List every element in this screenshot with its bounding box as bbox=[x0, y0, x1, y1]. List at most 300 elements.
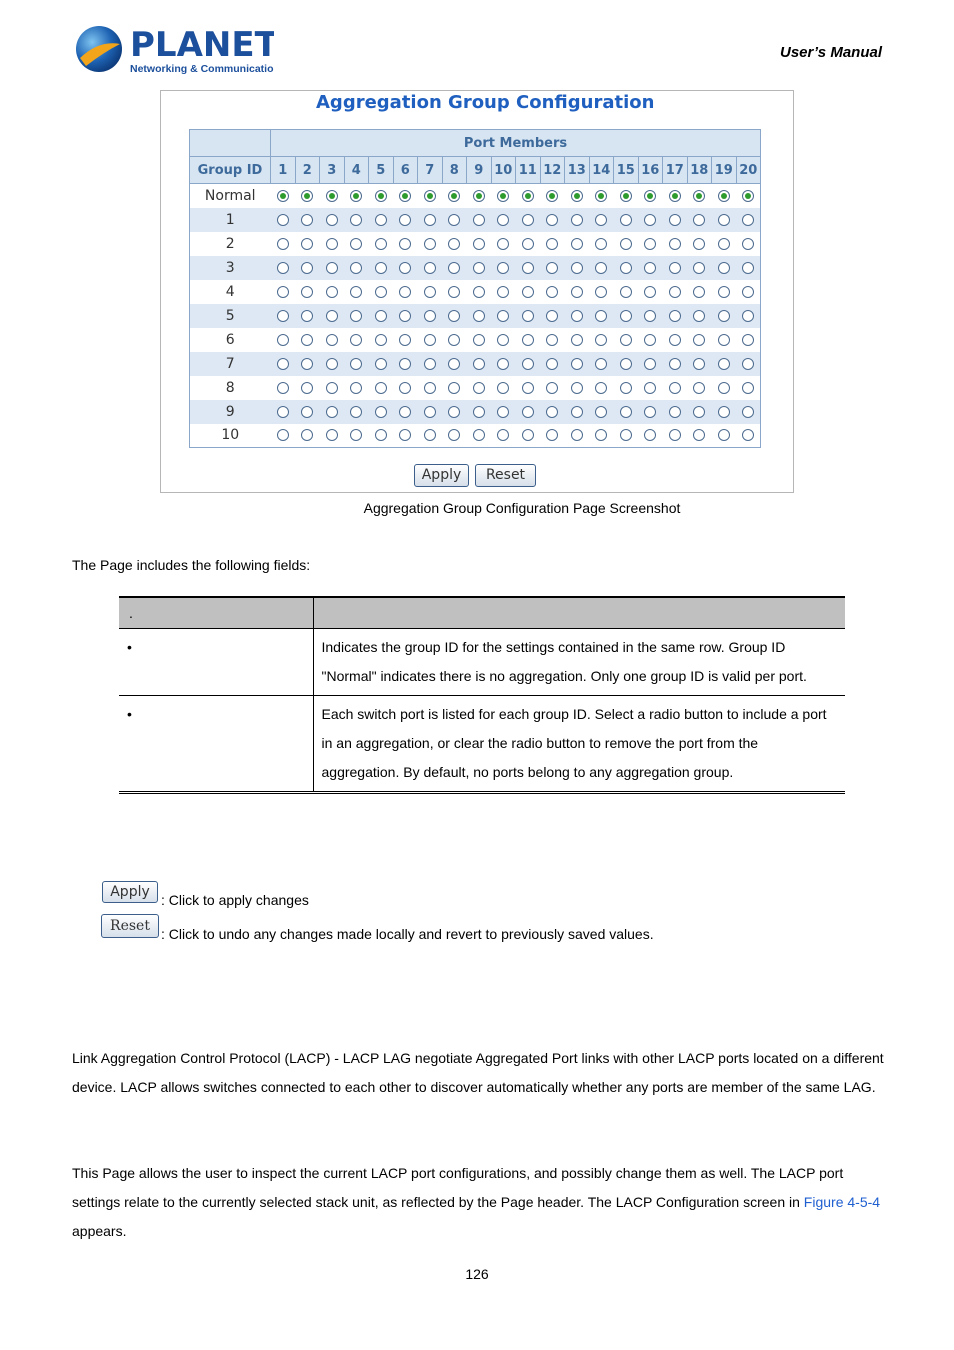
port-cell bbox=[736, 328, 761, 352]
port-radio[interactable] bbox=[693, 310, 705, 322]
port-radio[interactable] bbox=[742, 262, 754, 274]
apply-button-sample[interactable]: Apply bbox=[102, 881, 158, 903]
port-radio[interactable] bbox=[718, 382, 730, 394]
port-radio[interactable] bbox=[669, 286, 681, 298]
port-radio[interactable] bbox=[326, 214, 338, 226]
port-radio[interactable] bbox=[571, 334, 583, 346]
port-radio[interactable] bbox=[350, 214, 362, 226]
port-radio[interactable] bbox=[473, 286, 485, 298]
port-radio[interactable] bbox=[375, 262, 387, 274]
port-radio[interactable] bbox=[326, 358, 338, 370]
port-radio[interactable] bbox=[473, 406, 485, 418]
port-radio[interactable] bbox=[350, 358, 362, 370]
port-radio[interactable] bbox=[693, 358, 705, 370]
port-radio[interactable] bbox=[326, 310, 338, 322]
port-radio[interactable] bbox=[718, 262, 730, 274]
port-radio[interactable] bbox=[424, 190, 436, 202]
port-radio[interactable] bbox=[522, 310, 534, 322]
figure-caption: Aggregation Group Configuration Page Screenshot bbox=[363, 500, 681, 516]
port-radio[interactable] bbox=[693, 214, 705, 226]
port-radio[interactable] bbox=[718, 310, 730, 322]
port-radio[interactable] bbox=[669, 358, 681, 370]
port-cell bbox=[565, 400, 590, 424]
group-id-cell: 1 bbox=[190, 208, 271, 232]
port-radio[interactable] bbox=[424, 358, 436, 370]
port-radio[interactable] bbox=[742, 214, 754, 226]
port-cell bbox=[271, 376, 296, 400]
port-cell bbox=[589, 184, 614, 208]
port-radio[interactable] bbox=[350, 262, 362, 274]
port-radio[interactable] bbox=[375, 406, 387, 418]
port-cell bbox=[418, 376, 443, 400]
port-radio[interactable] bbox=[448, 238, 460, 250]
port-cell bbox=[540, 304, 565, 328]
port-radio[interactable] bbox=[301, 310, 313, 322]
port-cell bbox=[516, 424, 541, 448]
port-radio[interactable] bbox=[326, 190, 338, 202]
port-radio[interactable] bbox=[448, 382, 460, 394]
port-cell bbox=[295, 280, 320, 304]
aggregation-table bbox=[189, 129, 761, 448]
port-radio[interactable] bbox=[277, 310, 289, 322]
port-radio[interactable] bbox=[473, 310, 485, 322]
port-radio[interactable] bbox=[571, 310, 583, 322]
port-radio[interactable] bbox=[277, 382, 289, 394]
port-radio[interactable] bbox=[644, 334, 656, 346]
port-radio[interactable] bbox=[277, 358, 289, 370]
port-radio[interactable] bbox=[473, 382, 485, 394]
port-radio[interactable] bbox=[375, 358, 387, 370]
port-radio[interactable] bbox=[473, 429, 485, 441]
description-line: Indicates the group ID for the settings contained in the same row. Group ID bbox=[321, 639, 786, 655]
port-cell bbox=[393, 400, 418, 424]
port-radio[interactable] bbox=[669, 262, 681, 274]
port-cell bbox=[614, 352, 639, 376]
port-radio[interactable] bbox=[546, 382, 558, 394]
port-radio[interactable] bbox=[571, 406, 583, 418]
port-cell bbox=[442, 208, 467, 232]
port-radio[interactable] bbox=[301, 382, 313, 394]
port-radio[interactable] bbox=[620, 262, 632, 274]
port-radio[interactable] bbox=[693, 406, 705, 418]
port-radio[interactable] bbox=[399, 190, 411, 202]
logo-tagline: Networking & Communication bbox=[130, 63, 274, 75]
port-radio[interactable] bbox=[473, 238, 485, 250]
port-radio[interactable] bbox=[497, 310, 509, 322]
port-radio[interactable] bbox=[399, 334, 411, 346]
port-radio[interactable] bbox=[718, 334, 730, 346]
port-cell bbox=[320, 376, 345, 400]
port-radio[interactable] bbox=[448, 310, 460, 322]
port-radio[interactable] bbox=[620, 286, 632, 298]
reset-button[interactable]: Reset bbox=[475, 464, 536, 487]
port-radio[interactable] bbox=[644, 286, 656, 298]
port-radio[interactable] bbox=[546, 190, 558, 202]
port-radio[interactable] bbox=[742, 286, 754, 298]
port-radio[interactable] bbox=[546, 214, 558, 226]
port-radio[interactable] bbox=[644, 406, 656, 418]
port-radio[interactable] bbox=[375, 382, 387, 394]
port-cell bbox=[491, 376, 516, 400]
port-radio[interactable] bbox=[522, 406, 534, 418]
port-radio[interactable] bbox=[350, 334, 362, 346]
port-radio[interactable] bbox=[301, 429, 313, 441]
port-radio[interactable] bbox=[326, 406, 338, 418]
port-radio[interactable] bbox=[595, 429, 607, 441]
port-cell bbox=[271, 352, 296, 376]
port-radio[interactable] bbox=[473, 358, 485, 370]
port-radio[interactable] bbox=[424, 334, 436, 346]
port-cell bbox=[295, 400, 320, 424]
port-radio[interactable] bbox=[546, 286, 558, 298]
port-radio[interactable] bbox=[326, 382, 338, 394]
port-cell bbox=[516, 304, 541, 328]
port-radio[interactable] bbox=[742, 334, 754, 346]
port-radio[interactable] bbox=[350, 406, 362, 418]
port-radio[interactable] bbox=[571, 214, 583, 226]
port-radio[interactable] bbox=[277, 429, 289, 441]
port-cell bbox=[712, 304, 737, 328]
port-radio[interactable] bbox=[399, 382, 411, 394]
port-radio[interactable] bbox=[326, 238, 338, 250]
port-radio[interactable] bbox=[399, 406, 411, 418]
port-cell bbox=[589, 232, 614, 256]
port-cell bbox=[369, 400, 394, 424]
port-radio[interactable] bbox=[718, 406, 730, 418]
port-radio[interactable] bbox=[448, 286, 460, 298]
port-radio[interactable] bbox=[546, 406, 558, 418]
port-cell bbox=[614, 400, 639, 424]
port-radio[interactable] bbox=[571, 262, 583, 274]
port-radio[interactable] bbox=[522, 238, 534, 250]
port-cell bbox=[540, 184, 565, 208]
port-cell bbox=[687, 424, 712, 448]
port-radio[interactable] bbox=[693, 334, 705, 346]
port-radio[interactable] bbox=[595, 238, 607, 250]
port-radio[interactable] bbox=[399, 286, 411, 298]
port-cell bbox=[320, 328, 345, 352]
port-cell bbox=[467, 400, 492, 424]
port-radio[interactable] bbox=[301, 406, 313, 418]
port-radio[interactable] bbox=[644, 382, 656, 394]
port-radio[interactable] bbox=[350, 382, 362, 394]
port-radio[interactable] bbox=[595, 190, 607, 202]
port-radio[interactable] bbox=[644, 262, 656, 274]
aggregation-title: Aggregation Group Configuration bbox=[316, 92, 655, 113]
port-radio[interactable] bbox=[669, 382, 681, 394]
port-radio[interactable] bbox=[497, 334, 509, 346]
lacp-config-paragraph bbox=[72, 1159, 887, 1246]
port-radio[interactable] bbox=[669, 214, 681, 226]
port-radio[interactable] bbox=[620, 382, 632, 394]
port-radio[interactable] bbox=[350, 429, 362, 441]
port-radio[interactable] bbox=[301, 262, 313, 274]
port-radio[interactable] bbox=[473, 190, 485, 202]
port-radio[interactable] bbox=[350, 310, 362, 322]
port-radio[interactable] bbox=[669, 310, 681, 322]
description-line: "Normal" indicates there is no aggregation. Only one group ID is valid per port. bbox=[321, 668, 807, 684]
port-radio[interactable] bbox=[522, 286, 534, 298]
port-radio[interactable] bbox=[742, 358, 754, 370]
port-radio[interactable] bbox=[693, 262, 705, 274]
port-radio[interactable] bbox=[497, 286, 509, 298]
port-cell bbox=[418, 328, 443, 352]
port-cell bbox=[565, 304, 590, 328]
port-radio[interactable] bbox=[571, 382, 583, 394]
port-radio[interactable] bbox=[522, 358, 534, 370]
port-radio[interactable] bbox=[522, 262, 534, 274]
port-cell bbox=[614, 232, 639, 256]
port-radio[interactable] bbox=[571, 358, 583, 370]
port-radio[interactable] bbox=[277, 334, 289, 346]
port-radio[interactable] bbox=[571, 190, 583, 202]
port-radio[interactable] bbox=[497, 406, 509, 418]
port-radio[interactable] bbox=[424, 382, 436, 394]
para2-tail: appears. bbox=[72, 1223, 127, 1239]
port-radio[interactable] bbox=[693, 238, 705, 250]
port-radio[interactable] bbox=[301, 190, 313, 202]
port-radio[interactable] bbox=[669, 406, 681, 418]
port-radio[interactable] bbox=[644, 190, 656, 202]
port-radio[interactable] bbox=[301, 238, 313, 250]
port-radio[interactable] bbox=[718, 238, 730, 250]
apply-button[interactable]: Apply bbox=[414, 464, 469, 487]
port-radio[interactable] bbox=[693, 382, 705, 394]
port-cell bbox=[614, 256, 639, 280]
port-radio[interactable] bbox=[644, 238, 656, 250]
port-radio[interactable] bbox=[742, 310, 754, 322]
port-cell bbox=[516, 184, 541, 208]
port-cell bbox=[344, 280, 369, 304]
port-radio[interactable] bbox=[350, 190, 362, 202]
port-radio[interactable] bbox=[301, 334, 313, 346]
port-radio[interactable] bbox=[424, 286, 436, 298]
port-radio[interactable] bbox=[277, 406, 289, 418]
port-radio[interactable] bbox=[497, 238, 509, 250]
port-radio[interactable] bbox=[742, 382, 754, 394]
port-radio[interactable] bbox=[522, 334, 534, 346]
port-radio[interactable] bbox=[595, 262, 607, 274]
port-radio[interactable] bbox=[546, 358, 558, 370]
port-radio[interactable] bbox=[375, 190, 387, 202]
port-radio[interactable] bbox=[277, 214, 289, 226]
port-radio[interactable] bbox=[448, 406, 460, 418]
port-radio[interactable] bbox=[742, 190, 754, 202]
port-cell bbox=[589, 376, 614, 400]
port-radio[interactable] bbox=[620, 238, 632, 250]
port-radio[interactable] bbox=[595, 310, 607, 322]
port-radio[interactable] bbox=[546, 334, 558, 346]
port-radio[interactable] bbox=[644, 358, 656, 370]
port-cell bbox=[687, 328, 712, 352]
port-radio[interactable] bbox=[693, 286, 705, 298]
port-radio[interactable] bbox=[375, 334, 387, 346]
port-radio[interactable] bbox=[546, 310, 558, 322]
port-radio[interactable] bbox=[473, 334, 485, 346]
port-header: 4 bbox=[344, 157, 369, 184]
port-radio[interactable] bbox=[644, 429, 656, 441]
port-cell bbox=[540, 352, 565, 376]
port-radio[interactable] bbox=[522, 214, 534, 226]
port-radio[interactable] bbox=[497, 262, 509, 274]
port-radio[interactable] bbox=[375, 238, 387, 250]
port-radio[interactable] bbox=[301, 286, 313, 298]
port-cell bbox=[344, 184, 369, 208]
port-radio[interactable] bbox=[620, 334, 632, 346]
port-header: 3 bbox=[320, 157, 345, 184]
port-radio[interactable] bbox=[399, 310, 411, 322]
port-cell bbox=[467, 304, 492, 328]
port-cell bbox=[589, 208, 614, 232]
port-radio[interactable] bbox=[620, 429, 632, 441]
port-cell bbox=[369, 304, 394, 328]
port-radio[interactable] bbox=[399, 358, 411, 370]
port-cell bbox=[589, 328, 614, 352]
port-radio[interactable] bbox=[742, 429, 754, 441]
reset-button-sample[interactable]: Reset bbox=[101, 914, 159, 938]
port-radio[interactable] bbox=[620, 310, 632, 322]
port-radio[interactable] bbox=[277, 262, 289, 274]
port-radio[interactable] bbox=[571, 429, 583, 441]
port-cell bbox=[320, 184, 345, 208]
port-radio[interactable] bbox=[571, 238, 583, 250]
port-radio[interactable] bbox=[399, 429, 411, 441]
port-radio[interactable] bbox=[473, 214, 485, 226]
port-radio[interactable] bbox=[718, 429, 730, 441]
port-radio[interactable] bbox=[326, 262, 338, 274]
port-radio[interactable] bbox=[620, 190, 632, 202]
port-radio[interactable] bbox=[546, 262, 558, 274]
port-radio[interactable] bbox=[424, 310, 436, 322]
port-radio[interactable] bbox=[448, 429, 460, 441]
port-cell bbox=[369, 280, 394, 304]
port-radio[interactable] bbox=[718, 190, 730, 202]
port-cell bbox=[663, 208, 688, 232]
port-header: 15 bbox=[614, 157, 639, 184]
port-radio[interactable] bbox=[399, 262, 411, 274]
port-cell bbox=[295, 328, 320, 352]
port-radio[interactable] bbox=[424, 214, 436, 226]
port-radio[interactable] bbox=[595, 358, 607, 370]
port-radio[interactable] bbox=[424, 238, 436, 250]
port-cell bbox=[663, 280, 688, 304]
port-radio[interactable] bbox=[620, 406, 632, 418]
port-radio[interactable] bbox=[301, 358, 313, 370]
port-cell bbox=[369, 352, 394, 376]
port-radio[interactable] bbox=[693, 429, 705, 441]
port-radio[interactable] bbox=[718, 214, 730, 226]
port-radio[interactable] bbox=[375, 286, 387, 298]
port-radio[interactable] bbox=[742, 406, 754, 418]
port-radio[interactable] bbox=[277, 286, 289, 298]
port-radio[interactable] bbox=[473, 262, 485, 274]
port-cell bbox=[663, 400, 688, 424]
port-cell bbox=[271, 208, 296, 232]
port-radio[interactable] bbox=[399, 214, 411, 226]
port-cell bbox=[687, 232, 712, 256]
port-radio[interactable] bbox=[497, 190, 509, 202]
port-cell bbox=[491, 208, 516, 232]
port-radio[interactable] bbox=[448, 334, 460, 346]
port-radio[interactable] bbox=[571, 286, 583, 298]
port-radio[interactable] bbox=[644, 310, 656, 322]
port-radio[interactable] bbox=[669, 334, 681, 346]
port-radio[interactable] bbox=[375, 310, 387, 322]
port-cell bbox=[565, 352, 590, 376]
port-cell bbox=[320, 424, 345, 448]
port-radio[interactable] bbox=[277, 238, 289, 250]
port-radio[interactable] bbox=[595, 382, 607, 394]
port-radio[interactable] bbox=[497, 214, 509, 226]
port-radio[interactable] bbox=[350, 238, 362, 250]
port-radio[interactable] bbox=[522, 382, 534, 394]
port-radio[interactable] bbox=[718, 358, 730, 370]
port-radio[interactable] bbox=[448, 262, 460, 274]
description-line: in an aggregation, or clear the radio button to remove the port from the bbox=[321, 735, 759, 751]
port-radio[interactable] bbox=[546, 429, 558, 441]
port-radio[interactable] bbox=[595, 214, 607, 226]
port-radio[interactable] bbox=[424, 406, 436, 418]
port-radio[interactable] bbox=[350, 286, 362, 298]
port-radio[interactable] bbox=[277, 190, 289, 202]
port-radio[interactable] bbox=[326, 429, 338, 441]
port-radio[interactable] bbox=[448, 214, 460, 226]
port-radio[interactable] bbox=[522, 429, 534, 441]
port-radio[interactable] bbox=[546, 238, 558, 250]
port-radio[interactable] bbox=[497, 429, 509, 441]
port-radio[interactable] bbox=[644, 214, 656, 226]
port-cell bbox=[516, 328, 541, 352]
port-radio[interactable] bbox=[595, 334, 607, 346]
port-cell bbox=[393, 232, 418, 256]
port-radio[interactable] bbox=[742, 238, 754, 250]
port-cell bbox=[491, 424, 516, 448]
port-radio[interactable] bbox=[718, 286, 730, 298]
port-cell bbox=[663, 328, 688, 352]
port-cell bbox=[736, 280, 761, 304]
port-cell bbox=[516, 256, 541, 280]
port-cell bbox=[516, 376, 541, 400]
port-radio[interactable] bbox=[497, 358, 509, 370]
port-cell bbox=[344, 304, 369, 328]
port-radio[interactable] bbox=[326, 334, 338, 346]
port-radio[interactable] bbox=[326, 286, 338, 298]
port-cell bbox=[687, 208, 712, 232]
port-radio[interactable] bbox=[497, 382, 509, 394]
figure-link[interactable]: Figure 4-5-4 bbox=[803, 1194, 881, 1210]
port-radio[interactable] bbox=[375, 429, 387, 441]
port-radio[interactable] bbox=[595, 286, 607, 298]
port-radio[interactable] bbox=[620, 214, 632, 226]
port-radio[interactable] bbox=[669, 238, 681, 250]
port-radio[interactable] bbox=[693, 190, 705, 202]
port-radio[interactable] bbox=[595, 406, 607, 418]
port-radio[interactable] bbox=[522, 190, 534, 202]
port-radio[interactable] bbox=[375, 214, 387, 226]
port-cell bbox=[295, 208, 320, 232]
port-radio[interactable] bbox=[620, 358, 632, 370]
port-radio[interactable] bbox=[669, 190, 681, 202]
port-cell bbox=[320, 400, 345, 424]
port-radio[interactable] bbox=[301, 214, 313, 226]
port-radio[interactable] bbox=[448, 190, 460, 202]
port-radio[interactable] bbox=[399, 238, 411, 250]
port-radio[interactable] bbox=[424, 429, 436, 441]
port-cell bbox=[638, 208, 663, 232]
port-radio[interactable] bbox=[669, 429, 681, 441]
port-radio[interactable] bbox=[424, 262, 436, 274]
port-radio[interactable] bbox=[448, 358, 460, 370]
